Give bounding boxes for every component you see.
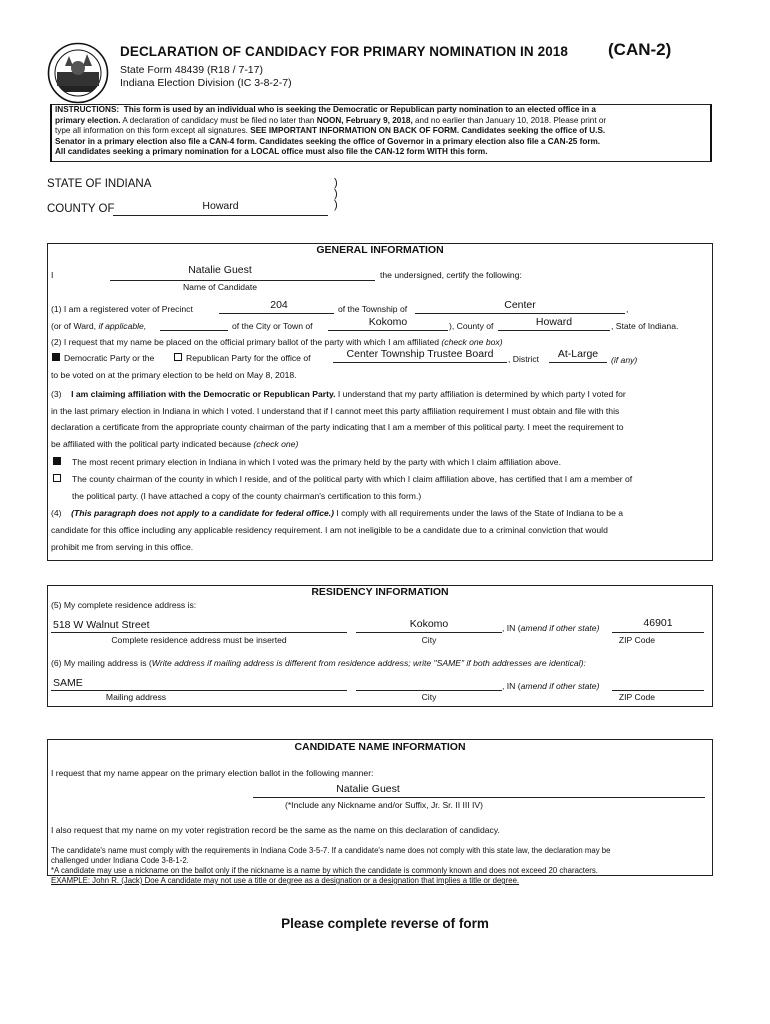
p3-bold: I am claiming affiliation with the Democratic or Republican Party.: [71, 389, 336, 399]
p4-line-1: [51, 508, 623, 518]
candidate-name-value[interactable]: Natalie Guest: [188, 264, 252, 276]
city-town-label: of the City or Town of: [232, 321, 313, 331]
precinct-value[interactable]: 204: [270, 299, 288, 311]
county-chairman-text-1: The county chairman of the county in which I reside, and of the political party with which I claim affiliation above, has certified that I am a member of: [72, 474, 633, 484]
district-label: , District: [508, 354, 540, 364]
democratic-party-checkbox[interactable]: [52, 353, 60, 361]
undersigned-text: the undersigned, certify the following:: [380, 270, 522, 280]
mailing-underline: [51, 690, 347, 691]
voter-registration-request: I also request that my name on my voter registration record be the same as the name on this declaration of candidacy.: [51, 825, 500, 835]
address-value[interactable]: 518 W Walnut Street: [53, 619, 150, 631]
p6-mailing-label: [51, 658, 586, 668]
mail-in-label: [502, 681, 599, 691]
p4-federal-note: (This paragraph does not apply to a candidate for federal office.): [71, 508, 335, 518]
precinct-underline: [219, 313, 334, 314]
res-city-underline: [356, 632, 502, 633]
republican-party-checkbox[interactable]: [174, 353, 182, 361]
p3-number: (3): [51, 389, 62, 399]
res-city-value[interactable]: Kokomo: [409, 618, 449, 630]
county-chairman-checkbox[interactable]: [53, 474, 61, 482]
county-label: COUNTY OF: [47, 203, 115, 215]
ballot-name-underline: [253, 797, 705, 798]
form-title: DECLARATION OF CANDIDACY FOR PRIMARY NOMINATION IN 2018: [120, 44, 569, 59]
nickname-note: *A candidate may use a nickname on the ballot only if the nickname is a name by which the candidate is commonly known and does not exceed 20 characters.: [51, 866, 598, 875]
mail-zip-underline: [612, 690, 704, 691]
p4-rest: I comply with all requirements under the laws of the State of Indiana to be a: [334, 508, 624, 518]
address-caption: Complete residence address must be inserted: [111, 635, 287, 645]
ward-underline: [160, 330, 228, 331]
p2-request: [51, 337, 503, 347]
county-of-label: ), County of: [449, 321, 494, 331]
ballot-request-text: I request that my name appear on the primary election ballot in the following manner:: [51, 768, 374, 778]
mailing-caption: Mailing address: [105, 692, 167, 702]
p2-request-text: (2) I request that my name be placed on the official primary ballot of the party with which I am affiliated: [51, 337, 442, 347]
instructions-primary: primary election.: [55, 115, 121, 125]
nickname-example: EXAMPLE: John R. (Jack) Doe A candidate may not use a title or degree as a designation or a designation that implies a title or degree.: [51, 876, 520, 885]
mail-city-caption: City: [421, 692, 437, 702]
county-underline: [113, 215, 328, 216]
p3-line-4-text: be affiliated with the political party indicated because: [51, 439, 254, 449]
p3-line-3: declaration a certificate from the appropriate county chairman of the party indicating that I am a member of this political party. I meet the requirement to: [51, 422, 624, 432]
p2-check-one: (check one box): [441, 337, 503, 347]
nickname-caption: (*Include any Nickname and/or Suffix, Jr. Sr. II III IV): [284, 800, 484, 810]
election-division: Indiana Election Division (IC 3-8-2-7): [120, 77, 292, 89]
name-of-candidate-caption: Name of Candidate: [182, 282, 258, 292]
p4-line-2: candidate for this office including any applicable residency requirement. I am not ineligible to be a candidate due to a criminal conviction that would: [51, 525, 608, 535]
i-label: I: [51, 270, 54, 280]
county-field-underline: [498, 330, 610, 331]
county-chairman-text-2: the political party. (I have attached a copy of the county chairman's certification to this form.): [72, 491, 422, 501]
republican-party-label: Republican Party for the office of: [186, 353, 311, 363]
p3-line-2: in the last primary election in Indiana in which I voted. I understand that if I cannot meet this party affiliation requirement I must obtain and file with this: [51, 406, 620, 416]
city-underline: [328, 330, 448, 331]
complete-reverse-note: Please complete reverse of form: [281, 916, 489, 931]
instructions-senator: Senator in a primary election also file a CAN-4 form. Candidates seeking the office of Governor in a primary election also file a CAN-25 form.: [55, 136, 601, 146]
ward-label-a: (or of Ward,: [51, 321, 99, 331]
most-recent-primary-text: The most recent primary election in Indiana in which I voted was the primary held by the party with which I claim affiliation above.: [72, 457, 561, 467]
res-zip-caption: ZIP Code: [618, 635, 656, 645]
state-of-indiana-text: , State of Indiana.: [611, 321, 679, 331]
instructions-box: [50, 104, 712, 162]
mail-amend-note: amend if other state): [520, 681, 600, 691]
democratic-party-label: Democratic Party or the: [64, 353, 155, 363]
most-recent-primary-checkbox[interactable]: [53, 457, 61, 465]
candidate-name-underline: [110, 280, 375, 281]
p3-line-1: [51, 389, 626, 399]
ballot-name-value[interactable]: Natalie Guest: [336, 783, 400, 795]
instructions-label: INSTRUCTIONS:: [55, 105, 120, 114]
name-compliance-note-2: challenged under Indiana Code 3-8-1-2.: [51, 856, 189, 865]
district-value[interactable]: At-Large: [557, 348, 599, 360]
district-if-any: (if any): [611, 355, 638, 365]
zip-underline: [612, 632, 704, 633]
county-value[interactable]: Howard: [202, 200, 239, 212]
ward-if-applicable: if applicable,: [98, 321, 147, 331]
city-value[interactable]: Kokomo: [368, 316, 408, 328]
mail-zip-caption: ZIP Code: [618, 692, 656, 702]
p6-mailing-note: Write address if mailing address is different from residence address; write "SAME" if both addresses are identical):: [151, 658, 586, 668]
p3-line-4: [51, 439, 298, 449]
instructions-line-1: This form is used by an individual who is seeking the Democratic or Republican party nomination to an elected office in a: [123, 105, 596, 114]
office-underline: [333, 362, 507, 363]
ward-label: [51, 321, 146, 331]
township-value[interactable]: Center: [504, 299, 536, 311]
p3-rest: I understand that my party affiliation is determined by which party I voted for: [335, 389, 626, 399]
mail-in-label-text: , IN (: [502, 681, 521, 691]
residency-information-title: RESIDENCY INFORMATION: [311, 586, 449, 598]
form-code: (CAN-2): [608, 40, 672, 59]
instructions-deadline-text: A declaration of candidacy must be filed no later than: [120, 115, 317, 125]
p3-check-one: (check one): [253, 439, 299, 449]
instructions-earliest: and no earlier than January 10, 2018. Please print or: [412, 115, 607, 125]
candidate-name-title: CANDIDATE NAME INFORMATION: [294, 741, 466, 753]
p6-mailing-text: (6) My mailing address is (: [51, 658, 152, 668]
address-underline: [51, 632, 347, 633]
res-amend-note: amend if other state): [520, 623, 600, 633]
indiana-state-seal-icon: [47, 42, 109, 104]
mail-city-underline: [356, 690, 502, 691]
name-compliance-note-1: The candidate's name must comply with the requirements in Indiana Code 3-5-7. If a candidate's name does not comply with this state law, the declaration may be: [51, 846, 611, 855]
p1-registered-voter: (1) I am a registered voter of Precinct: [51, 304, 193, 314]
p4-number: (4): [51, 508, 62, 518]
office-value[interactable]: Center Township Trustee Board: [346, 348, 494, 360]
general-information-title: GENERAL INFORMATION: [316, 244, 444, 256]
zip-value[interactable]: 46901: [643, 617, 673, 629]
district-underline: [549, 362, 607, 363]
instructions-deadline: NOON, February 9, 2018,: [316, 115, 413, 125]
p5-residence-label: (5) My complete residence address is:: [51, 600, 197, 610]
mailing-value[interactable]: SAME: [53, 677, 83, 689]
state-label: STATE OF INDIANA: [47, 178, 152, 190]
township-comma: ,: [626, 304, 629, 314]
county-field-value[interactable]: Howard: [535, 316, 573, 328]
res-in-label-text: , IN (: [502, 623, 521, 633]
instructions-see-back: SEE IMPORTANT INFORMATION ON BACK OF FORM. Candidates seeking the office of U.S.: [250, 126, 606, 136]
township-underline: [415, 313, 625, 314]
state-form-number: State Form 48439 (R18 / 7-17): [120, 64, 263, 76]
p4-line-3: prohibit me from serving in this office.: [51, 542, 194, 552]
res-city-caption: City: [421, 635, 437, 645]
instructions-print: type all information on this form except all signatures.: [55, 126, 251, 136]
venue-brace: ) ) ): [334, 177, 338, 211]
instructions-local: All candidates seeking a primary nomination for a LOCAL office must also file the CAN-12 form WITH this form.: [55, 147, 488, 157]
res-in-label: [502, 623, 599, 633]
election-date-text: to be voted on at the primary election to be held on May 8, 2018.: [51, 370, 297, 380]
township-label: of the Township of: [338, 304, 408, 314]
